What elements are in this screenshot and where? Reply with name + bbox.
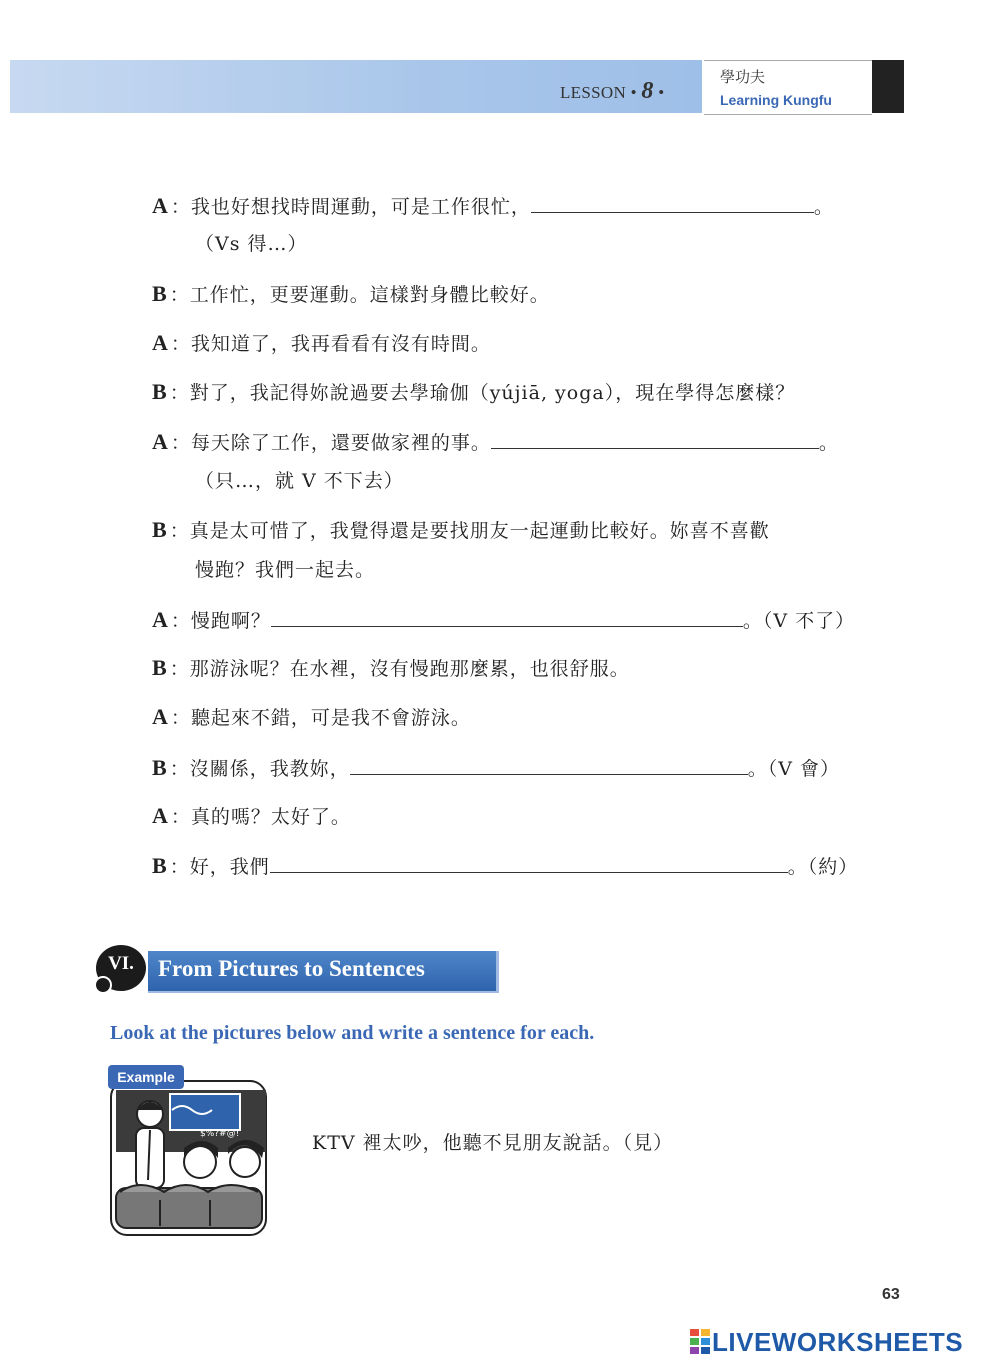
section-title: From Pictures to Sentences <box>158 956 425 981</box>
dialogue-line-1: A ：我也好想找時間運動，可是工作很忙， 。 <box>152 193 834 218</box>
screen-text: $%?#@! <box>200 1129 240 1139</box>
example-badge: Example <box>108 1065 184 1089</box>
lesson-label: LESSON • 8 • <box>560 78 665 104</box>
liveworksheets-watermark[interactable]: LIVEWORKSHEETS <box>690 1327 963 1358</box>
dialogue-note-5: （只…，就 V 不下去） <box>195 470 404 492</box>
answer-blank[interactable] <box>531 192 814 213</box>
dialogue-line-8: B ：那游泳呢？在水裡，沒有慢跑那麼累，也很舒服。 <box>152 655 630 680</box>
answer-blank[interactable] <box>271 606 743 627</box>
section-instruction: Look at the pictures below and write a sentence for each. <box>110 1022 595 1044</box>
liveworksheets-logo-icon <box>690 1329 710 1355</box>
dialogue-note-1: （Vs 得…） <box>195 233 308 255</box>
dialogue-line-3: A ：我知道了，我再看看有沒有時間。 <box>152 330 491 355</box>
dialogue-line-12: B ：好，我們 。（約） <box>152 853 859 878</box>
page-number: 63 <box>882 1286 900 1303</box>
lesson-number: 8 <box>641 78 654 104</box>
answer-blank[interactable] <box>491 428 819 449</box>
dialogue-line-11: A ：真的嗎？太好了。 <box>152 803 351 828</box>
section-badge-dot <box>94 976 112 994</box>
dialogue-line-5: A ：每天除了工作，還要做家裡的事。 。 <box>152 429 839 454</box>
example-illustration <box>110 1080 267 1236</box>
answer-blank[interactable] <box>350 754 748 775</box>
dialogue-line-9: A ：聽起來不錯，可是我不會游泳。 <box>152 704 471 729</box>
dialogue-line-7: A ：慢跑啊？ 。（V 不了） <box>152 607 856 632</box>
dialogue-continuation-6: 慢跑？我們一起去。 <box>195 559 376 581</box>
dialogue-line-4: B ：對了，我記得妳說過要去學瑜伽（yújiā, yoga），現在學得怎麼樣？ <box>152 379 796 404</box>
lesson-title-zh: 學功夫 <box>720 68 766 86</box>
dialogue-line-6: B ：真是太可惜了，我覺得還是要找朋友一起運動比較好。妳喜不喜歡 <box>152 517 770 542</box>
header-black-tab <box>872 60 904 113</box>
lesson-title-en: Learning Kungfu <box>720 92 832 108</box>
dialogue-line-10: B ：沒關係，我教妳， 。（V 會） <box>152 755 840 780</box>
answer-blank[interactable] <box>270 852 788 873</box>
dialogue-line-2: B ：工作忙，更要運動。這樣對身體比較好。 <box>152 281 550 306</box>
section-number-badge: VI. <box>96 945 146 991</box>
example-sentence: KTV 裡太吵，他聽不見朋友說話。（見） <box>312 1132 674 1154</box>
